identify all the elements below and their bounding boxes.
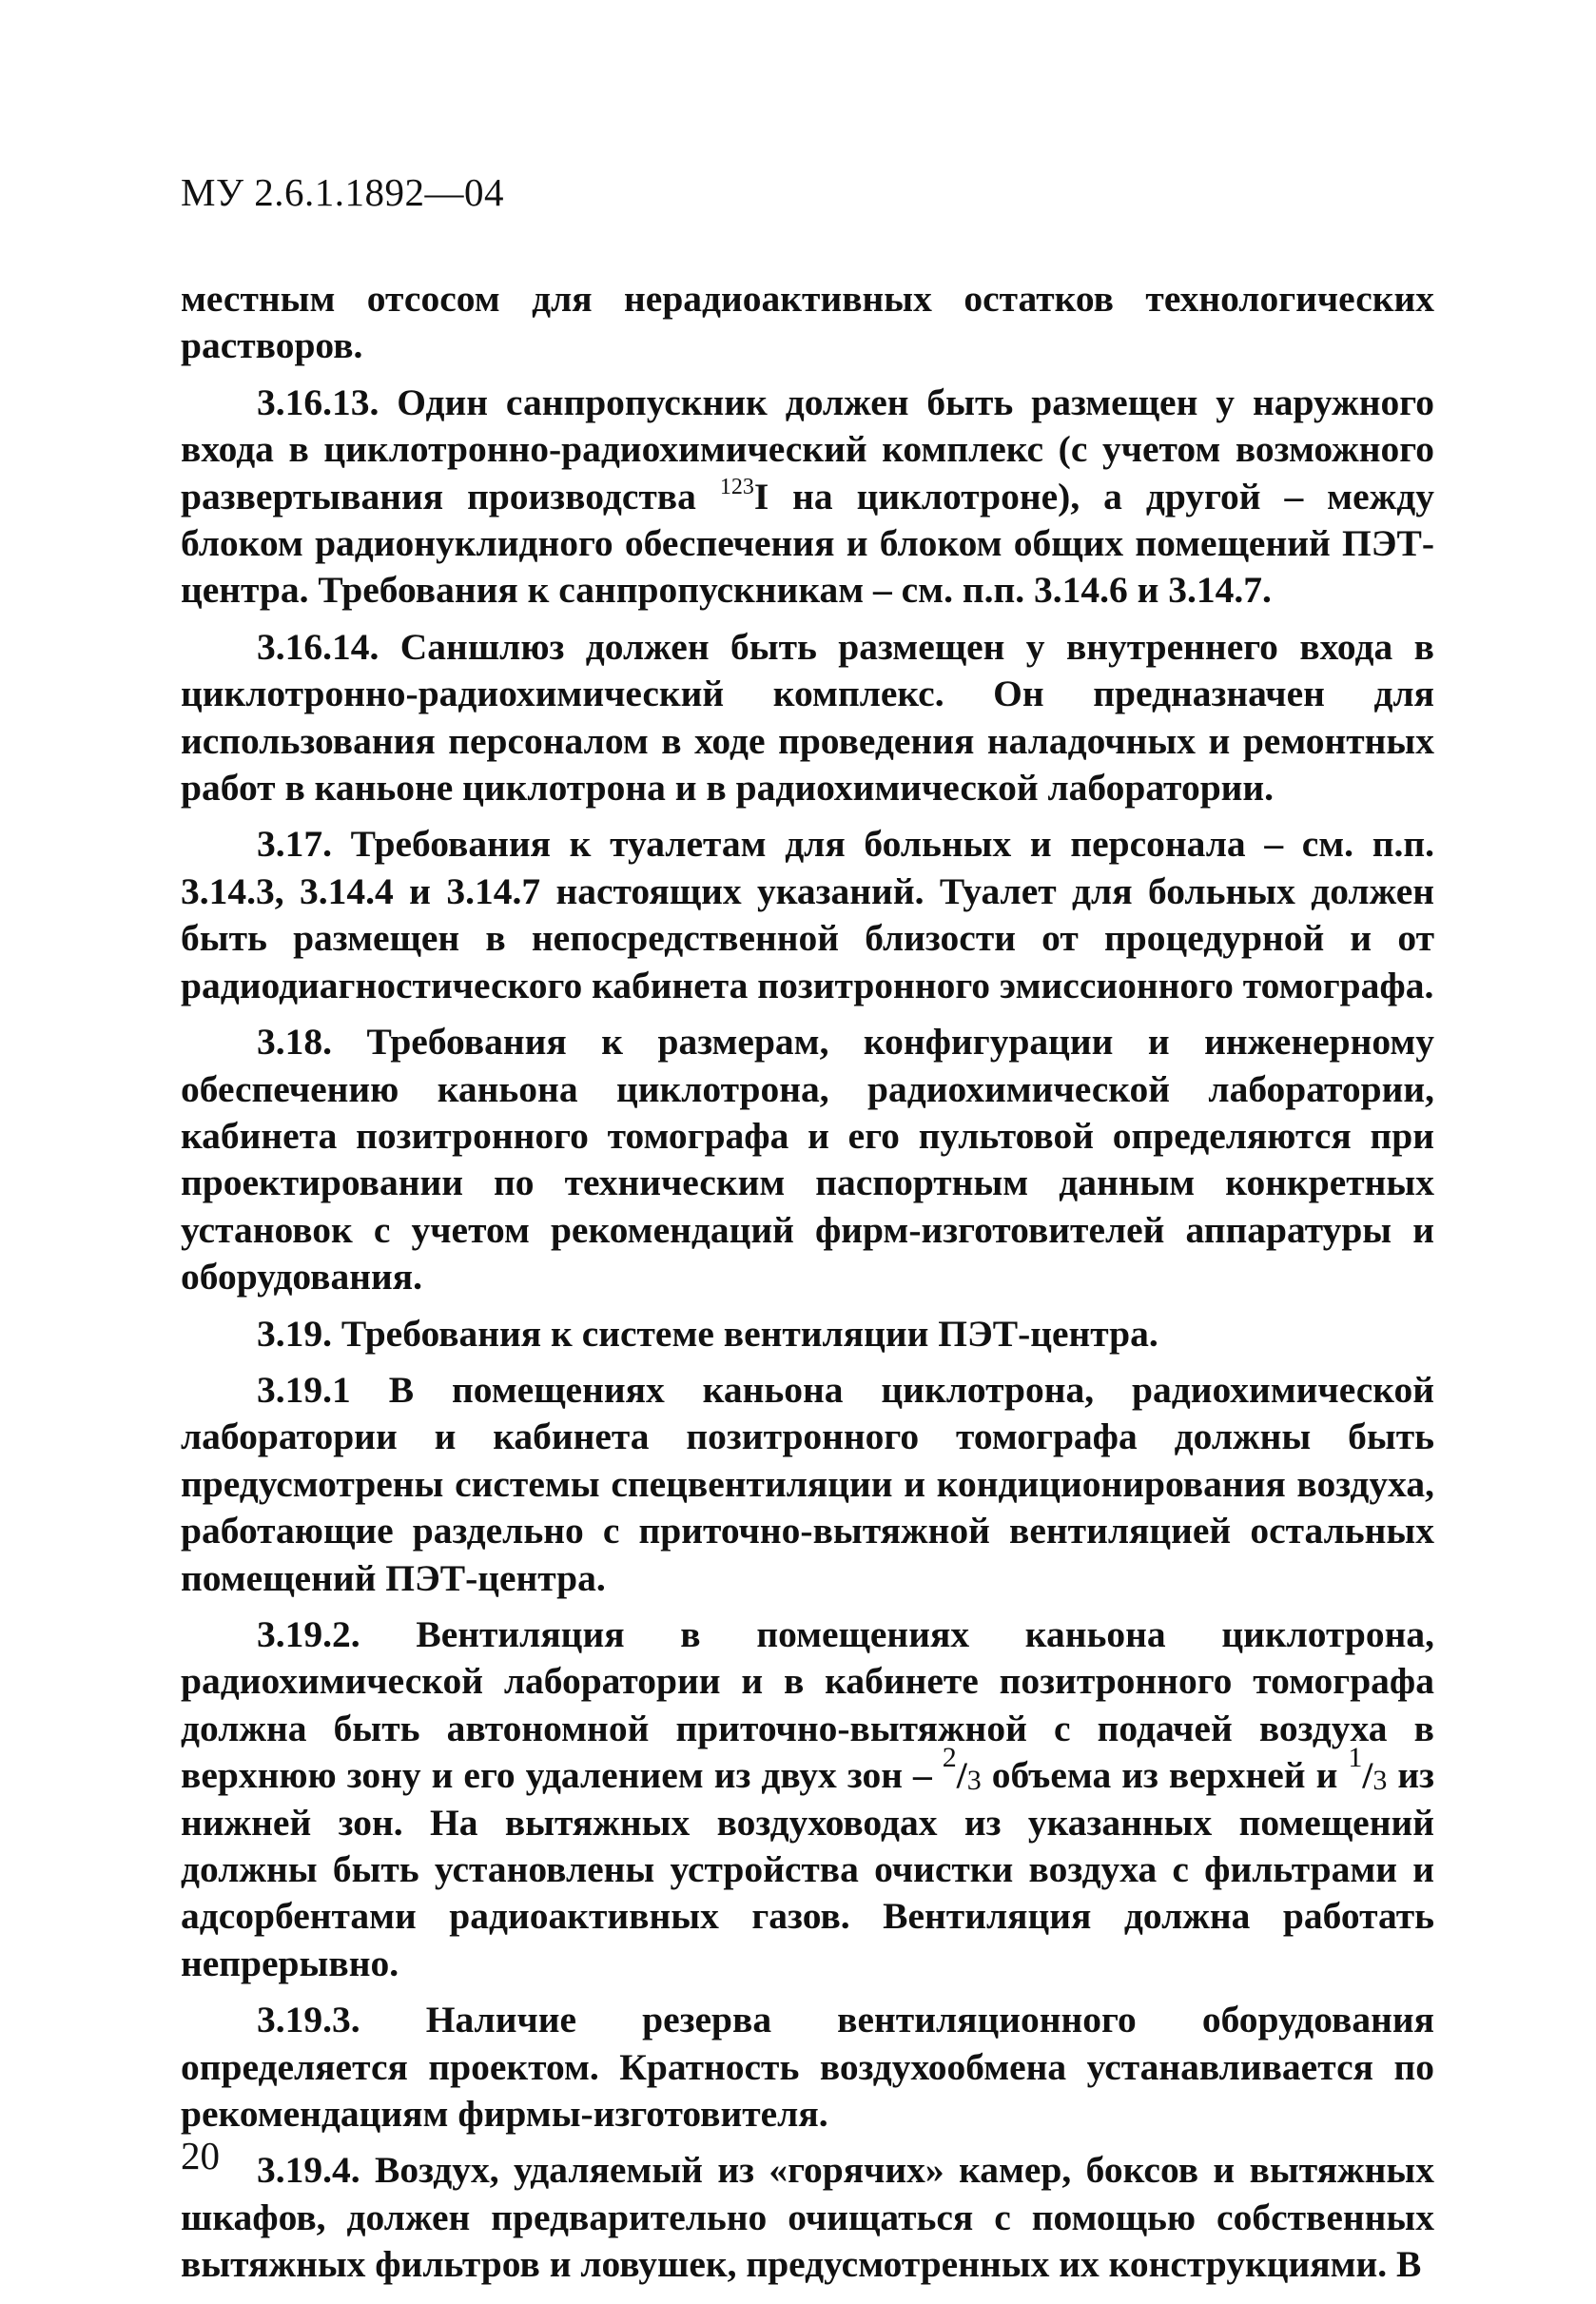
- fraction-two-thirds: $^2/_3$: [942, 1742, 982, 1797]
- paragraph-3-19: 3.19. Требования к системе вентиляции ПЭТ-центра.: [257, 1312, 1158, 1355]
- paragraph-text: 3.19.2. Вентиляция в помещениях каньона циклотрона, радиохимической лаборатории и в кабинете позитронного томографа должна быть автономной приточно-вытяжной с подачей воздуха в верхнюю зону и его удалением из двух зон –: [181, 1612, 1434, 1797]
- page-number: 20: [181, 2134, 220, 2177]
- paragraph-3-16-14: 3.16.14. Саншлюз должен быть размещен у внутреннего входа в циклотронно-радиохимический комплекс. Он предназначен для использования персоналом в ходе проведения наладочных и ремонтных работ в каньоне циклотрона и в радиохимической лаборатории.: [181, 625, 1434, 810]
- paragraph-text: объема из верхней и: [981, 1754, 1349, 1797]
- paragraph-3-19-1: 3.19.1 В помещениях каньона циклотрона, радиохимической лаборатории и кабинета позитронного томографа должны быть предусмотрены системы спецвентиляции и кондиционирования воздуха, работающие раздельно с приточно-вытяжной вентиляцией остальных помещений ПЭТ-центра.: [181, 1368, 1434, 1599]
- paragraph-3-18: 3.18. Требования к размерам, конфигурации и инженерному обеспечению каньона циклотрона, радиохимической лаборатории, кабинета позитронного томографа и его пультовой определяются при проектировании по техническим паспортным данным конкретных установок с учетом рекомендаций фирм-изготовителей аппаратуры и оборудования.: [181, 1021, 1434, 1298]
- fraction-denominator: 3: [966, 1765, 982, 1797]
- fraction-one-third: $^1/_3$: [1348, 1742, 1388, 1797]
- paragraph-text: 3.16.13. Один санпропускник должен быть размещен у наружного входа в циклотронно-радиохимический комплекс (с учетом возможного развертывания производства: [181, 381, 1434, 517]
- document-body: [181, 276, 1434, 2289]
- paragraph-3-17: 3.17. Требования к туалетам для больных и персонала – см. п.п. 3.14.3, 3.14.4 и 3.14.7 настоящих указаний. Туалет для больных должен быть размещен в непосредственной близости от процедурной и от радиодиагностического кабинета позитронного эмиссионного томографа.: [181, 823, 1434, 1006]
- paragraph-3-19-3: 3.19.3. Наличие резерва вентиляционного оборудования определяется проектом. Кратность воздухообмена устанавливается по рекомендациям фирмы-изготовителя.: [181, 1999, 1434, 2136]
- document-header-code: МУ 2.6.1.1892—04: [181, 170, 504, 214]
- paragraph-text: из нижней зон. На вытяжных воздуховодах из указанных помещений должны быть установлены устройства очистки воздуха с фильтрами и адсорбентами радиоактивных газов. Вентиляция должна работать непрерывно.: [181, 1754, 1434, 1984]
- paragraph-3-19-4: 3.19.4. Воздух, удаляемый из «горячих» камер, боксов и вытяжных шкафов, должен предварительно очищаться с помощью собственных вытяжных фильтров и ловушек, предусмотренных их конструкциями. В: [181, 2149, 1434, 2286]
- paragraph-3-19-2: [181, 1611, 1434, 1987]
- paragraph-text: I на циклотроне), а другой – между блоком радионуклидного обеспечения и блоком общих помещений ПЭТ-центра. Требования к санпропускникам – см. п.п. 3.14.6 и 3.14.7.: [181, 475, 1434, 612]
- fraction-numerator: 2: [942, 1742, 957, 1774]
- fraction-numerator: 1: [1348, 1742, 1363, 1774]
- isotope-mass-number: 123: [719, 474, 754, 499]
- fraction-denominator: 3: [1372, 1765, 1388, 1797]
- paragraph-continuation: местным отсосом для нерадиоактивных остатков технологических растворов.: [181, 278, 1434, 367]
- paragraph-3-16-13: [181, 380, 1434, 615]
